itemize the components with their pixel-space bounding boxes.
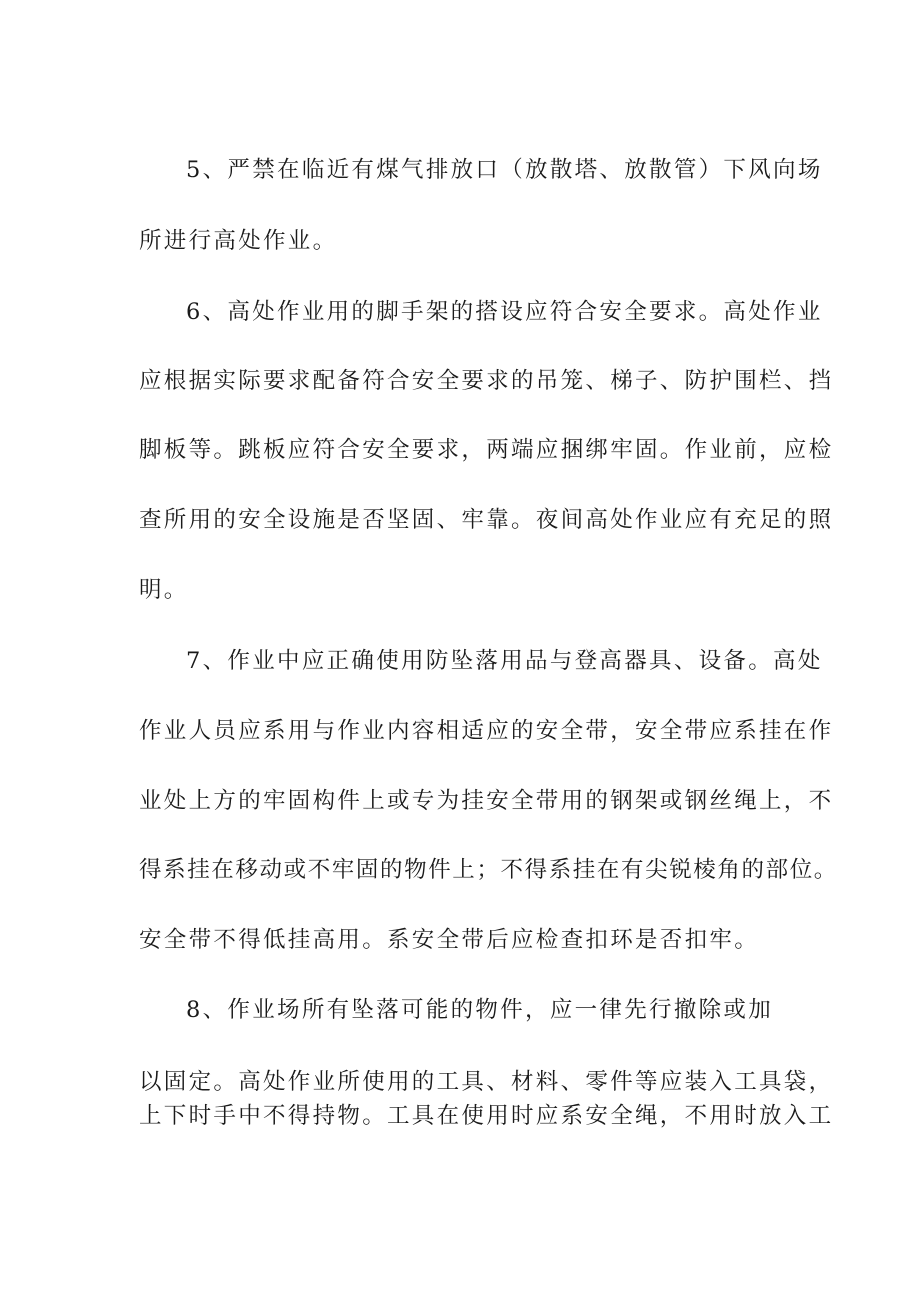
text-line: 所进行高处作业。 [139,228,338,254]
text-line: 脚板等。跳板应符合安全要求，两端应捆绑牢固。作业前，应检 [139,437,834,463]
text-line: 8、作业场所有坠落可能的物件，应一律先行撤除或加 [186,997,774,1023]
text-line: 业处上方的牢固构件上或专为挂安全带用的钢架或钢丝绳上，不 [139,788,834,814]
text-line: 安全带不得低挂高用。系安全带后应检查扣环是否扣牢。 [139,927,760,953]
text-line: 明。 [139,577,189,603]
text-line: 5、严禁在临近有煤气排放口（放散塔、放散管）下风向场 [186,157,823,183]
text-line: 6、高处作业用的脚手架的搭设应符合安全要求。高处作业 [186,299,823,325]
text-line: 查所用的安全设施是否坚固、牢靠。夜间高处作业应有充足的照 [139,507,834,533]
text-line: 7、作业中应正确使用防坠落用品与登高器具、设备。高处 [186,648,823,674]
text-line: 得系挂在移动或不牢固的物件上；不得系挂在有尖锐棱角的部位。 [139,857,838,883]
text-line: 以固定。高处作业所使用的工具、材料、零件等应装入工具袋， [139,1069,834,1095]
text-line: 上下时手中不得持物。工具在使用时应系安全绳，不用时放入工 [139,1103,834,1129]
text-line: 作业人员应系用与作业内容相适应的安全带，安全带应系挂在作 [139,718,834,744]
text-line: 应根据实际要求配备符合安全要求的吊笼、梯子、防护围栏、挡 [139,368,834,394]
